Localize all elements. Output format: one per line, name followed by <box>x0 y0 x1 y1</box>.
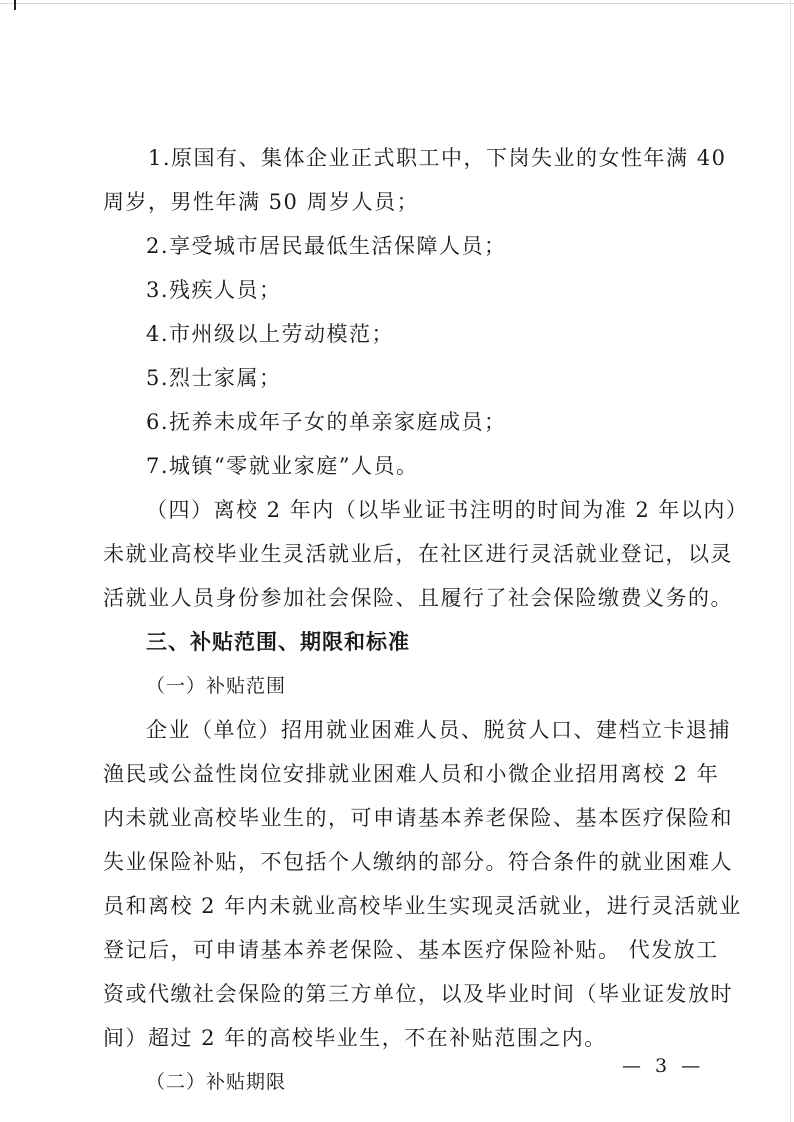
paragraph-line: 未就业高校毕业生灵活就业后，在社区进行灵活就业登记，以灵 <box>103 542 733 566</box>
section-heading: 三、补贴范围、期限和标准 <box>146 630 410 654</box>
paragraph-line: 5.烈士家属； <box>146 366 282 390</box>
paragraph-line: 渔民或公益性岗位安排就业困难人员和小微企业招用离校 2 年 <box>103 762 720 786</box>
paragraph-line: 2.享受城市居民最低生活保障人员； <box>146 234 507 258</box>
scan-top-edge <box>0 3 794 4</box>
paragraph-line: 内未就业高校毕业生的，可申请基本养老保险、基本医疗保险和 <box>103 806 733 830</box>
paragraph-line: 7.城镇“零就业家庭”人员。 <box>146 454 419 478</box>
paragraph-line: 资或代缴社会保险的第三方单位，以及毕业时间（毕业证发放时 <box>103 982 733 1006</box>
page-number: — 3 — <box>622 1055 705 1077</box>
scan-corner-mark <box>14 0 16 10</box>
paragraph-line: （四）离校 2 年内（以毕业证书注明的时间为准 2 年以内） <box>146 498 749 522</box>
paragraph-line: 企业（单位）招用就业困难人员、脱贫人口、建档立卡退捕 <box>146 718 731 742</box>
subsection-heading: （二）补贴期限 <box>146 1071 287 1093</box>
paragraph-line: 周岁，男性年满 50 周岁人员； <box>103 190 420 214</box>
paragraph-line: 4.市州级以上劳动模范； <box>146 322 395 346</box>
paragraph-line: 活就业人员身份参加社会保险、且履行了社会保险缴费义务的。 <box>103 586 733 610</box>
paragraph-line: 登记后，可申请基本养老保险、基本医疗保险补贴。 代发放工 <box>103 938 719 962</box>
paragraph-line: 失业保险补贴，不包括个人缴纳的部分。符合条件的就业困难人 <box>103 850 733 874</box>
scan-right-edge <box>790 0 791 1122</box>
paragraph-line: 间）超过 2 年的高校毕业生，不在补贴范围之内。 <box>103 1026 607 1050</box>
paragraph-line: 员和离校 2 年内未就业高校毕业生实现灵活就业，进行灵活就业 <box>103 894 742 918</box>
subsection-heading: （一）补贴范围 <box>146 675 287 697</box>
paragraph-line: 1.原国有、集体企业正式职工中，下岗失业的女性年满 40 <box>148 146 727 170</box>
paragraph-line: 6.抚养未成年子女的单亲家庭成员； <box>146 410 507 434</box>
paragraph-line: 3.残疾人员； <box>146 278 282 302</box>
